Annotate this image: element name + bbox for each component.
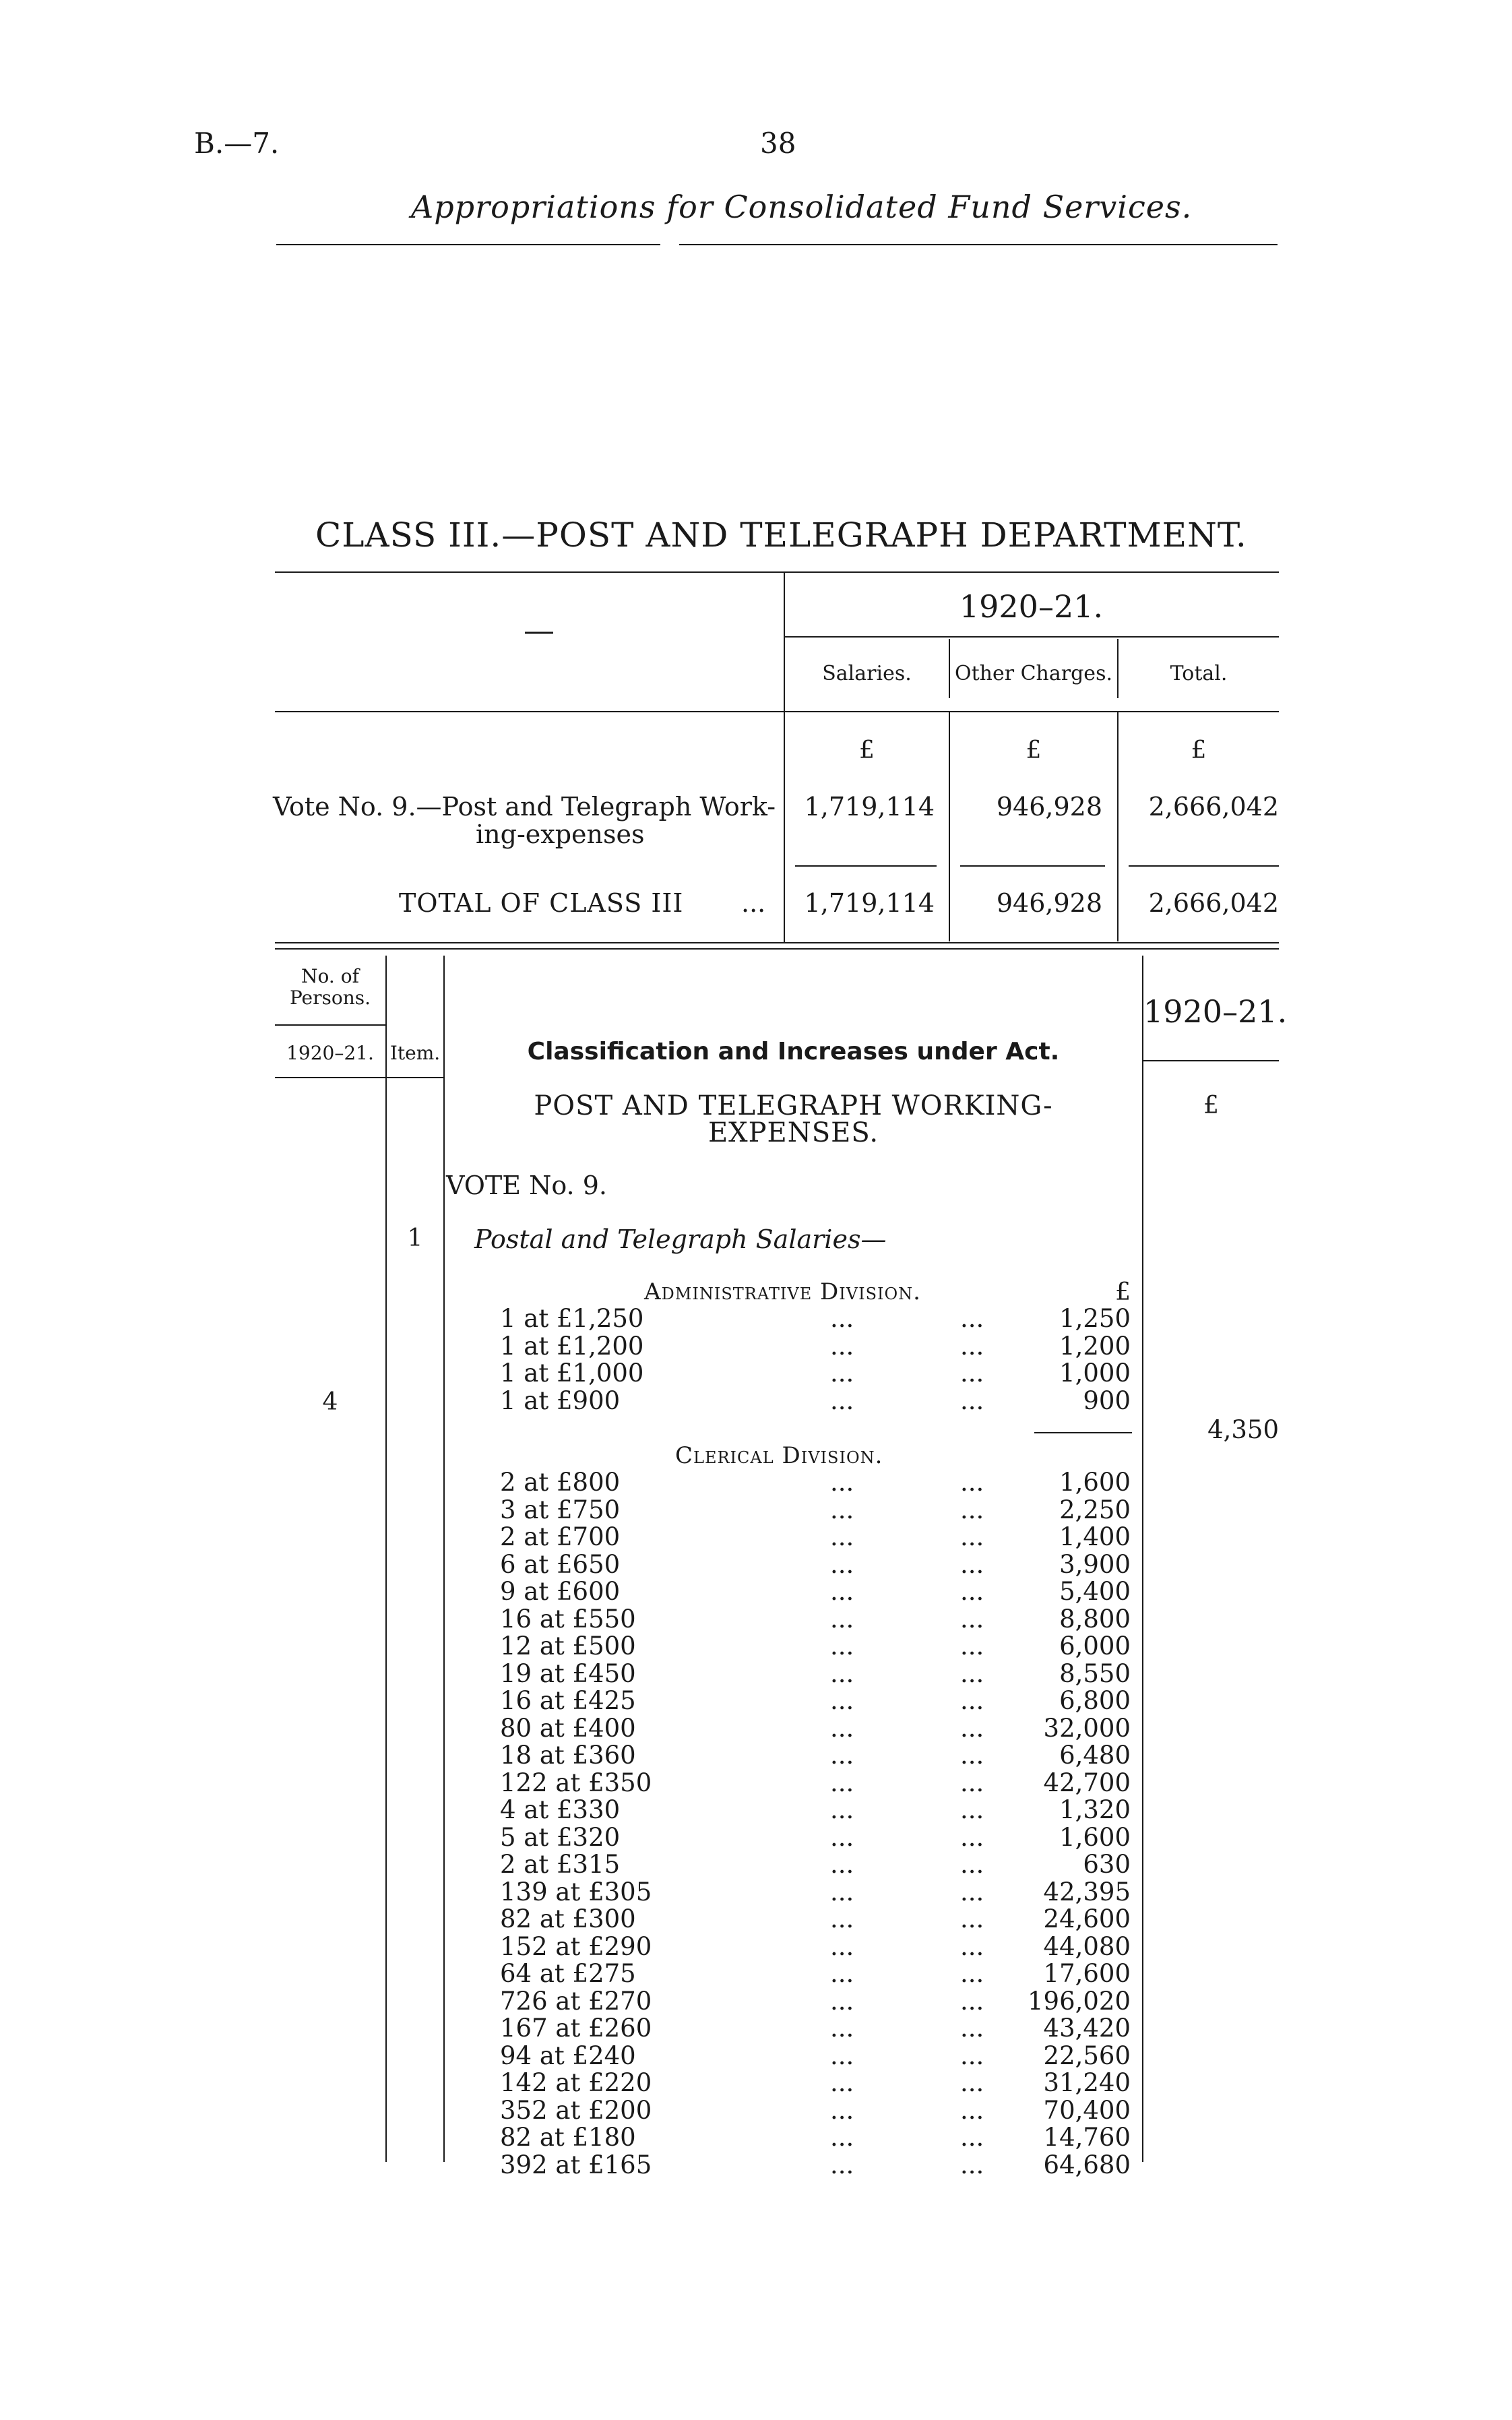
title-rule-right — [679, 244, 1278, 245]
clerical-row-amount: 630 — [1083, 1850, 1131, 1879]
admin-total: 4,350 — [1207, 1415, 1279, 1444]
subtotal-rule-2 — [960, 865, 1105, 867]
clerical-row-label: 18 at £360 — [500, 1741, 636, 1770]
admin-row-leader-dots: ... — [960, 1331, 984, 1361]
clerical-row-label: 2 at £800 — [500, 1468, 621, 1497]
clerical-row-leader-dots: ... — [830, 1768, 854, 1797]
detail-divider-persons — [385, 956, 387, 2162]
clerical-row-amount: 6,800 — [1059, 1686, 1131, 1715]
detail-header-rule-persons — [275, 1077, 385, 1078]
clerical-row-leader-dots: ... — [960, 1632, 984, 1661]
admin-row-leader-dots: ... — [960, 1304, 984, 1333]
clerical-row-leader-dots: ... — [830, 1795, 854, 1824]
summary-col-total: Total. — [1170, 662, 1228, 685]
clerical-row-leader-dots: ... — [960, 2041, 984, 2070]
summary-year-header: 1920–21. — [959, 588, 1104, 625]
total-class-label: TOTAL OF CLASS III — [399, 888, 684, 918]
page-number: 38 — [760, 127, 796, 160]
admin-row-amount: 1,200 — [1059, 1331, 1131, 1361]
vote-label-line2: ing-expenses — [476, 819, 645, 849]
summary-year-rule — [785, 636, 1279, 638]
clerical-row-leader-dots: ... — [960, 1658, 984, 1688]
admin-row-amount: 1,250 — [1059, 1304, 1131, 1333]
clerical-row-leader-dots: ... — [960, 1686, 984, 1715]
clerical-row-leader-dots: ... — [830, 1577, 854, 1606]
clerical-row-leader-dots: ... — [830, 2041, 854, 2070]
detail-header-rule-item — [387, 1077, 443, 1078]
clerical-row-leader-dots: ... — [960, 1877, 984, 1906]
clerical-row-leader-dots: ... — [830, 1522, 854, 1551]
clerical-row-amount: 24,600 — [1043, 1904, 1131, 1933]
clerical-row-label: 152 at £290 — [500, 1931, 652, 1961]
clerical-row-leader-dots: ... — [960, 2123, 984, 2152]
year-header-rule — [1143, 1060, 1279, 1061]
clerical-row-leader-dots: ... — [960, 1549, 984, 1579]
clerical-row-label: 64 at £275 — [500, 1959, 636, 1988]
subtotal-rule-3 — [1129, 865, 1279, 867]
clerical-row-leader-dots: ... — [960, 1522, 984, 1551]
clerical-row-leader-dots: ... — [830, 1686, 854, 1715]
clerical-row-leader-dots: ... — [830, 1904, 854, 1933]
vote-salaries-value: 1,719,114 — [804, 792, 935, 821]
clerical-row-label: 16 at £425 — [500, 1686, 636, 1715]
persons-header-rule — [275, 1024, 385, 1026]
clerical-row-leader-dots: ... — [960, 1795, 984, 1824]
summary-bottom-rule-2 — [275, 948, 1279, 950]
clerical-row-leader-dots: ... — [960, 2068, 984, 2097]
clerical-division-heading: Clerical Division. — [675, 1442, 883, 1469]
clerical-row-leader-dots: ... — [960, 1959, 984, 1988]
summary-header-rule — [275, 711, 1279, 712]
subtotal-rule-1 — [795, 865, 937, 867]
clerical-row-amount: 2,250 — [1059, 1495, 1131, 1524]
clerical-row-leader-dots: ... — [830, 1713, 854, 1743]
clerical-row-leader-dots: ... — [830, 1850, 854, 1879]
clerical-row-amount: 70,400 — [1043, 2095, 1131, 2125]
class-heading: CLASS III.—POST AND TELEGRAPH DEPARTMENT. — [315, 516, 1247, 555]
summary-col-other-charges: Other Charges. — [955, 662, 1112, 685]
clerical-row-label: 2 at £700 — [500, 1522, 621, 1551]
clerical-row-label: 139 at £305 — [500, 1877, 652, 1906]
vote-number: VOTE No. 9. — [446, 1171, 607, 1200]
admin-currency: £ — [1115, 1278, 1131, 1306]
admin-row-leader-dots: ... — [960, 1359, 984, 1388]
admin-division-heading: Administrative Division. — [644, 1278, 921, 1305]
clerical-row-leader-dots: ... — [830, 1959, 854, 1988]
clerical-row-leader-dots: ... — [960, 2095, 984, 2125]
summary-col-salaries: Salaries. — [822, 662, 912, 685]
clerical-row-leader-dots: ... — [960, 1468, 984, 1497]
clerical-row-label: 2 at £315 — [500, 1850, 621, 1879]
clerical-row-leader-dots: ... — [830, 1986, 854, 2016]
total-total-value: 2,666,042 — [1148, 888, 1279, 918]
clerical-row-leader-dots: ... — [960, 1768, 984, 1797]
vote-other-value: 946,928 — [996, 792, 1102, 821]
vote-label-line1: Vote No. 9.—Post and Telegraph Work- — [273, 792, 776, 821]
clerical-row-leader-dots: ... — [960, 1713, 984, 1743]
detail-divider-year — [1142, 956, 1143, 2162]
clerical-row-label: 80 at £400 — [500, 1713, 636, 1743]
col-persons-header: No. of Persons. — [289, 965, 371, 1009]
col-persons-year: 1920–21. — [286, 1042, 374, 1064]
clerical-row-leader-dots: ... — [830, 1632, 854, 1661]
clerical-row-label: 122 at £350 — [500, 1768, 652, 1797]
clerical-row-label: 3 at £750 — [500, 1495, 621, 1524]
clerical-row-leader-dots: ... — [960, 2150, 984, 2179]
clerical-row-leader-dots: ... — [830, 1604, 854, 1634]
clerical-row-label: 167 at £260 — [500, 2014, 652, 2043]
item-title: Postal and Telegraph Salaries— — [474, 1224, 887, 1254]
clerical-row-label: 12 at £500 — [500, 1632, 636, 1661]
clerical-row-label: 5 at £320 — [500, 1822, 621, 1852]
clerical-row-leader-dots: ... — [960, 1604, 984, 1634]
clerical-row-amount: 44,080 — [1043, 1931, 1131, 1961]
detail-currency: £ — [1203, 1092, 1219, 1119]
clerical-row-leader-dots: ... — [830, 1549, 854, 1579]
clerical-row-leader-dots: ... — [960, 2014, 984, 2043]
item-number: 1 — [407, 1224, 423, 1252]
clerical-row-amount: 3,900 — [1059, 1549, 1131, 1579]
total-class-dots: ... — [741, 888, 766, 918]
admin-row-label: 1 at £900 — [500, 1386, 621, 1415]
summary-currency-salaries: £ — [859, 737, 875, 764]
clerical-row-leader-dots: ... — [830, 2014, 854, 2043]
summary-currency-total: £ — [1191, 737, 1207, 764]
clerical-row-leader-dots: ... — [830, 2150, 854, 2179]
section-title-line1: POST AND TELEGRAPH WORKING- — [534, 1090, 1053, 1121]
clerical-row-leader-dots: ... — [960, 1741, 984, 1770]
clerical-row-amount: 22,560 — [1043, 2041, 1131, 2070]
clerical-row-leader-dots: ... — [960, 1577, 984, 1606]
clerical-row-label: 16 at £550 — [500, 1604, 636, 1634]
clerical-row-leader-dots: ... — [960, 1850, 984, 1879]
admin-row-amount: 900 — [1083, 1386, 1131, 1415]
clerical-row-amount: 64,680 — [1043, 2150, 1131, 2179]
clerical-row-leader-dots: ... — [960, 1495, 984, 1524]
admin-subtotal-rule — [1034, 1432, 1132, 1433]
clerical-row-label: 94 at £240 — [500, 2041, 636, 2070]
page-title: Appropriations for Consolidated Fund Services. — [411, 189, 1193, 225]
admin-row-leader-dots: ... — [830, 1331, 854, 1361]
clerical-row-leader-dots: ... — [830, 1822, 854, 1852]
clerical-row-amount: 14,760 — [1043, 2123, 1131, 2152]
clerical-row-amount: 6,000 — [1059, 1632, 1131, 1661]
document-reference: B.—7. — [194, 127, 280, 160]
clerical-row-leader-dots: ... — [830, 1877, 854, 1906]
clerical-row-label: 9 at £600 — [500, 1577, 621, 1606]
clerical-row-leader-dots: ... — [830, 1658, 854, 1688]
clerical-row-leader-dots: ... — [830, 2123, 854, 2152]
clerical-row-amount: 1,600 — [1059, 1822, 1131, 1852]
clerical-row-amount: 1,400 — [1059, 1522, 1131, 1551]
clerical-row-label: 6 at £650 — [500, 1549, 621, 1579]
admin-row-amount: 1,000 — [1059, 1359, 1131, 1388]
admin-persons-count: 4 — [322, 1388, 338, 1416]
col-year-header: 1920–21. — [1143, 993, 1288, 1030]
clerical-row-leader-dots: ... — [830, 1495, 854, 1524]
clerical-row-label: 82 at £300 — [500, 1904, 636, 1933]
clerical-row-label: 726 at £270 — [500, 1986, 652, 2016]
clerical-row-amount: 8,800 — [1059, 1604, 1131, 1634]
clerical-row-label: 19 at £450 — [500, 1658, 636, 1688]
clerical-row-leader-dots: ... — [830, 1741, 854, 1770]
clerical-row-leader-dots: ... — [830, 1468, 854, 1497]
col-item-header: Item. — [389, 1042, 441, 1064]
clerical-row-amount: 6,480 — [1059, 1741, 1131, 1770]
clerical-row-amount: 1,320 — [1059, 1795, 1131, 1824]
clerical-row-leader-dots: ... — [830, 2095, 854, 2125]
clerical-row-amount: 196,020 — [1027, 1986, 1131, 2016]
clerical-row-amount: 5,400 — [1059, 1577, 1131, 1606]
summary-top-rule — [275, 571, 1279, 573]
admin-row-label: 1 at £1,000 — [500, 1359, 644, 1388]
admin-row-leader-dots: ... — [830, 1359, 854, 1388]
clerical-row-amount: 32,000 — [1043, 1713, 1131, 1743]
clerical-row-leader-dots: ... — [960, 1986, 984, 2016]
clerical-row-amount: 42,700 — [1043, 1768, 1131, 1797]
total-salaries-value: 1,719,114 — [804, 888, 935, 918]
clerical-row-amount: 42,395 — [1043, 1877, 1131, 1906]
clerical-row-label: 4 at £330 — [500, 1795, 621, 1824]
clerical-row-leader-dots: ... — [960, 1931, 984, 1961]
clerical-row-amount: 1,600 — [1059, 1468, 1131, 1497]
admin-row-label: 1 at £1,250 — [500, 1304, 644, 1333]
clerical-row-amount: 8,550 — [1059, 1658, 1131, 1688]
admin-row-leader-dots: ... — [830, 1304, 854, 1333]
clerical-row-leader-dots: ... — [830, 1931, 854, 1961]
vote-total-value: 2,666,042 — [1148, 792, 1279, 821]
clerical-row-amount: 31,240 — [1043, 2068, 1131, 2097]
col-classification-header: Classification and Increases under Act. — [527, 1038, 1060, 1065]
summary-dash: — — [524, 612, 555, 648]
section-title-line2: EXPENSES. — [707, 1117, 879, 1148]
clerical-row-label: 142 at £220 — [500, 2068, 652, 2097]
clerical-row-label: 392 at £165 — [500, 2150, 652, 2179]
admin-row-label: 1 at £1,200 — [500, 1331, 644, 1361]
summary-bottom-rule-1 — [275, 942, 1279, 943]
summary-currency-other: £ — [1026, 737, 1042, 764]
clerical-row-leader-dots: ... — [960, 1822, 984, 1852]
admin-row-leader-dots: ... — [960, 1386, 984, 1415]
title-rule-left — [276, 244, 660, 245]
clerical-row-amount: 43,420 — [1043, 2014, 1131, 2043]
total-other-value: 946,928 — [996, 888, 1102, 918]
clerical-row-leader-dots: ... — [960, 1904, 984, 1933]
clerical-row-leader-dots: ... — [830, 2068, 854, 2097]
clerical-row-label: 352 at £200 — [500, 2095, 652, 2125]
clerical-row-label: 82 at £180 — [500, 2123, 636, 2152]
clerical-row-amount: 17,600 — [1043, 1959, 1131, 1988]
admin-row-leader-dots: ... — [830, 1386, 854, 1415]
